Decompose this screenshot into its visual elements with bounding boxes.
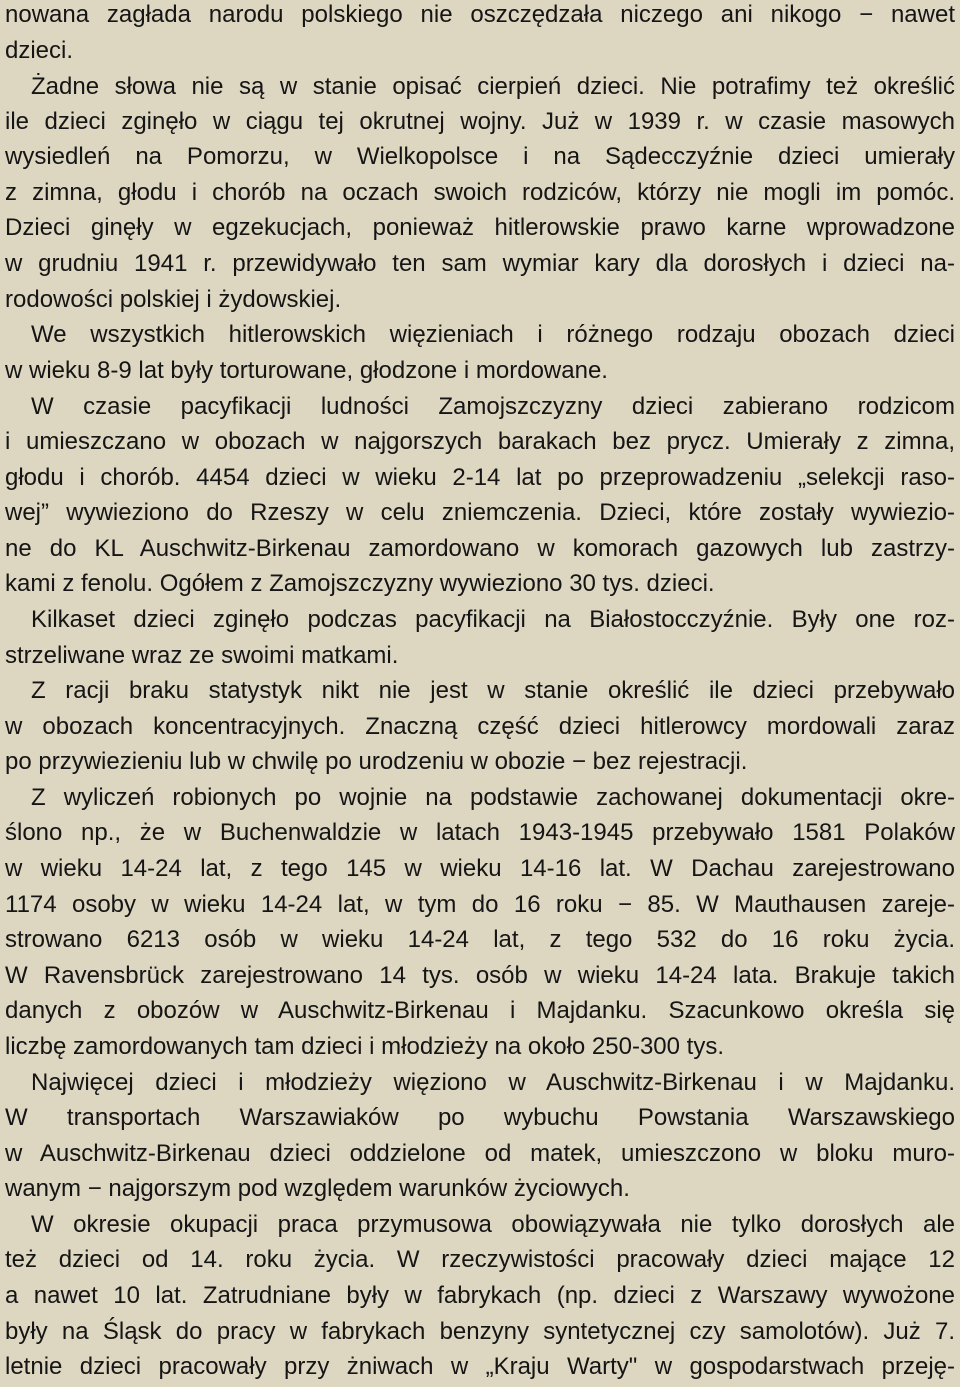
text-line: a nawet 10 lat. Zatrudniane były w fabrykach (np. dzieci z Warszawy wywożone (5, 1282, 955, 1309)
text-line: Kilkaset dzieci zginęło podczas pacyfikacji na Białostocczyźnie. Były one roz- (31, 606, 955, 633)
text-line: ślono np., że w Buchenwaldzie w latach 1943-1945 przebywało 1581 Polaków (5, 819, 955, 846)
text-line: wej” wywieziono do Rzeszy w celu zniemczenia. Dzieci, które zostały wywiezio- (5, 499, 955, 526)
text-line: i umieszczano w obozach w najgorszych barakach bez prycz. Umierały z zimna, (5, 428, 955, 455)
text-line: Najwięcej dzieci i młodzieży więziono w Auschwitz-Birkenau i w Majdanku. (31, 1069, 955, 1096)
text-line: w Auschwitz-Birkenau dzieci oddzielone od matek, umieszczono w bloku muro- (5, 1140, 955, 1167)
text-line: w wieku 8-9 lat były torturowane, głodzone i mordowane. (5, 357, 608, 384)
text-line: strowano 6213 osób w wieku 14-24 lat, z tego 532 do 16 roku życia. (5, 926, 955, 953)
text-line: danych z obozów w Auschwitz-Birkenau i Majdanku. Szacunkowo określa się (5, 997, 955, 1024)
text-line: We wszystkich hitlerowskich więzieniach i różnego rodzaju obozach dzieci (31, 321, 955, 348)
text-line: Żadne słowa nie są w stanie opisać cierpień dzieci. Nie potrafimy też określić (31, 73, 955, 100)
text-line: W okresie okupacji praca przymusowa obowiązywała nie tylko dorosłych ale (31, 1211, 955, 1238)
text-line: ile dzieci zginęło w ciągu tej okrutnej wojny. Już w 1939 r. w czasie masowych (5, 108, 955, 135)
text-line: w obozach koncentracyjnych. Znaczną część dzieci hitlerowcy mordowali zaraz (5, 713, 955, 740)
text-line: też dzieci od 14. roku życia. W rzeczywistości pracowały dzieci mające 12 (5, 1246, 955, 1273)
text-line: w grudniu 1941 r. przewidywało ten sam wymiar kary dla dorosłych i dzieci na- (5, 250, 955, 277)
text-line: nowana zagłada narodu polskiego nie oszczędzała niczego ani nikogo − nawet (5, 1, 955, 28)
text-line: po przywiezieniu lub w chwilę po urodzeniu w obozie − bez rejestracji. (5, 748, 748, 775)
text-line: wysiedleń na Pomorzu, w Wielkopolsce i na Sądecczyźnie dzieci umierały (5, 143, 955, 170)
text-line: 1174 osoby w wieku 14-24 lat, w tym do 16 roku − 85. W Mauthausen zareje- (5, 891, 955, 918)
text-line: kami z fenolu. Ogółem z Zamojszczyzny wywieziono 30 tys. dzieci. (5, 570, 715, 597)
text-line: Dzieci ginęły w egzekucjach, ponieważ hitlerowskie prawo karne wprowadzone (5, 214, 955, 241)
text-line: strzeliwane wraz ze swoimi matkami. (5, 642, 399, 669)
text-line: W Ravensbrück zarejestrowano 14 tys. osób w wieku 14-24 lata. Brakuje takich (5, 962, 955, 989)
text-line: W czasie pacyfikacji ludności Zamojszczyzny dzieci zabierano rodzicom (31, 393, 955, 420)
text-line: rodowości polskiej i żydowskiej. (5, 286, 342, 313)
text-line: głodu i chorób. 4454 dzieci w wieku 2-14 lat po przeprowadzeniu „selekcji raso- (5, 464, 955, 491)
text-line: W transportach Warszawiaków po wybuchu Powstania Warszawskiego (5, 1104, 955, 1131)
text-line: były na Śląsk do pracy w fabrykach benzyny syntetycznej czy samolotów). Już 7. (5, 1318, 955, 1345)
text-line: wanym − najgorszym pod względem warunków życiowych. (5, 1175, 630, 1202)
text-line: Z wyliczeń robionych po wojnie na podstawie zachowanej dokumentacji okre- (31, 784, 955, 811)
text-line: w wieku 14-24 lat, z tego 145 w wieku 14-16 lat. W Dachau zarejestrowano (5, 855, 955, 882)
text-line: letnie dzieci pracowały przy żniwach w „Kraju Warty" w gospodarstwach przeję- (5, 1353, 955, 1380)
text-line: Z racji braku statystyk nikt nie jest w stanie określić ile dzieci przebywało (31, 677, 955, 704)
text-line: ne do KL Auschwitz-Birkenau zamordowano w komorach gazowych lub zastrzy- (5, 535, 955, 562)
text-line: liczbę zamordowanych tam dzieci i młodzieży na około 250-300 tys. (5, 1033, 725, 1060)
text-line: dzieci. (5, 37, 74, 64)
text-line: z zimna, głodu i chorób na oczach swoich rodziców, którzy nie mogli im pomóc. (5, 179, 955, 206)
